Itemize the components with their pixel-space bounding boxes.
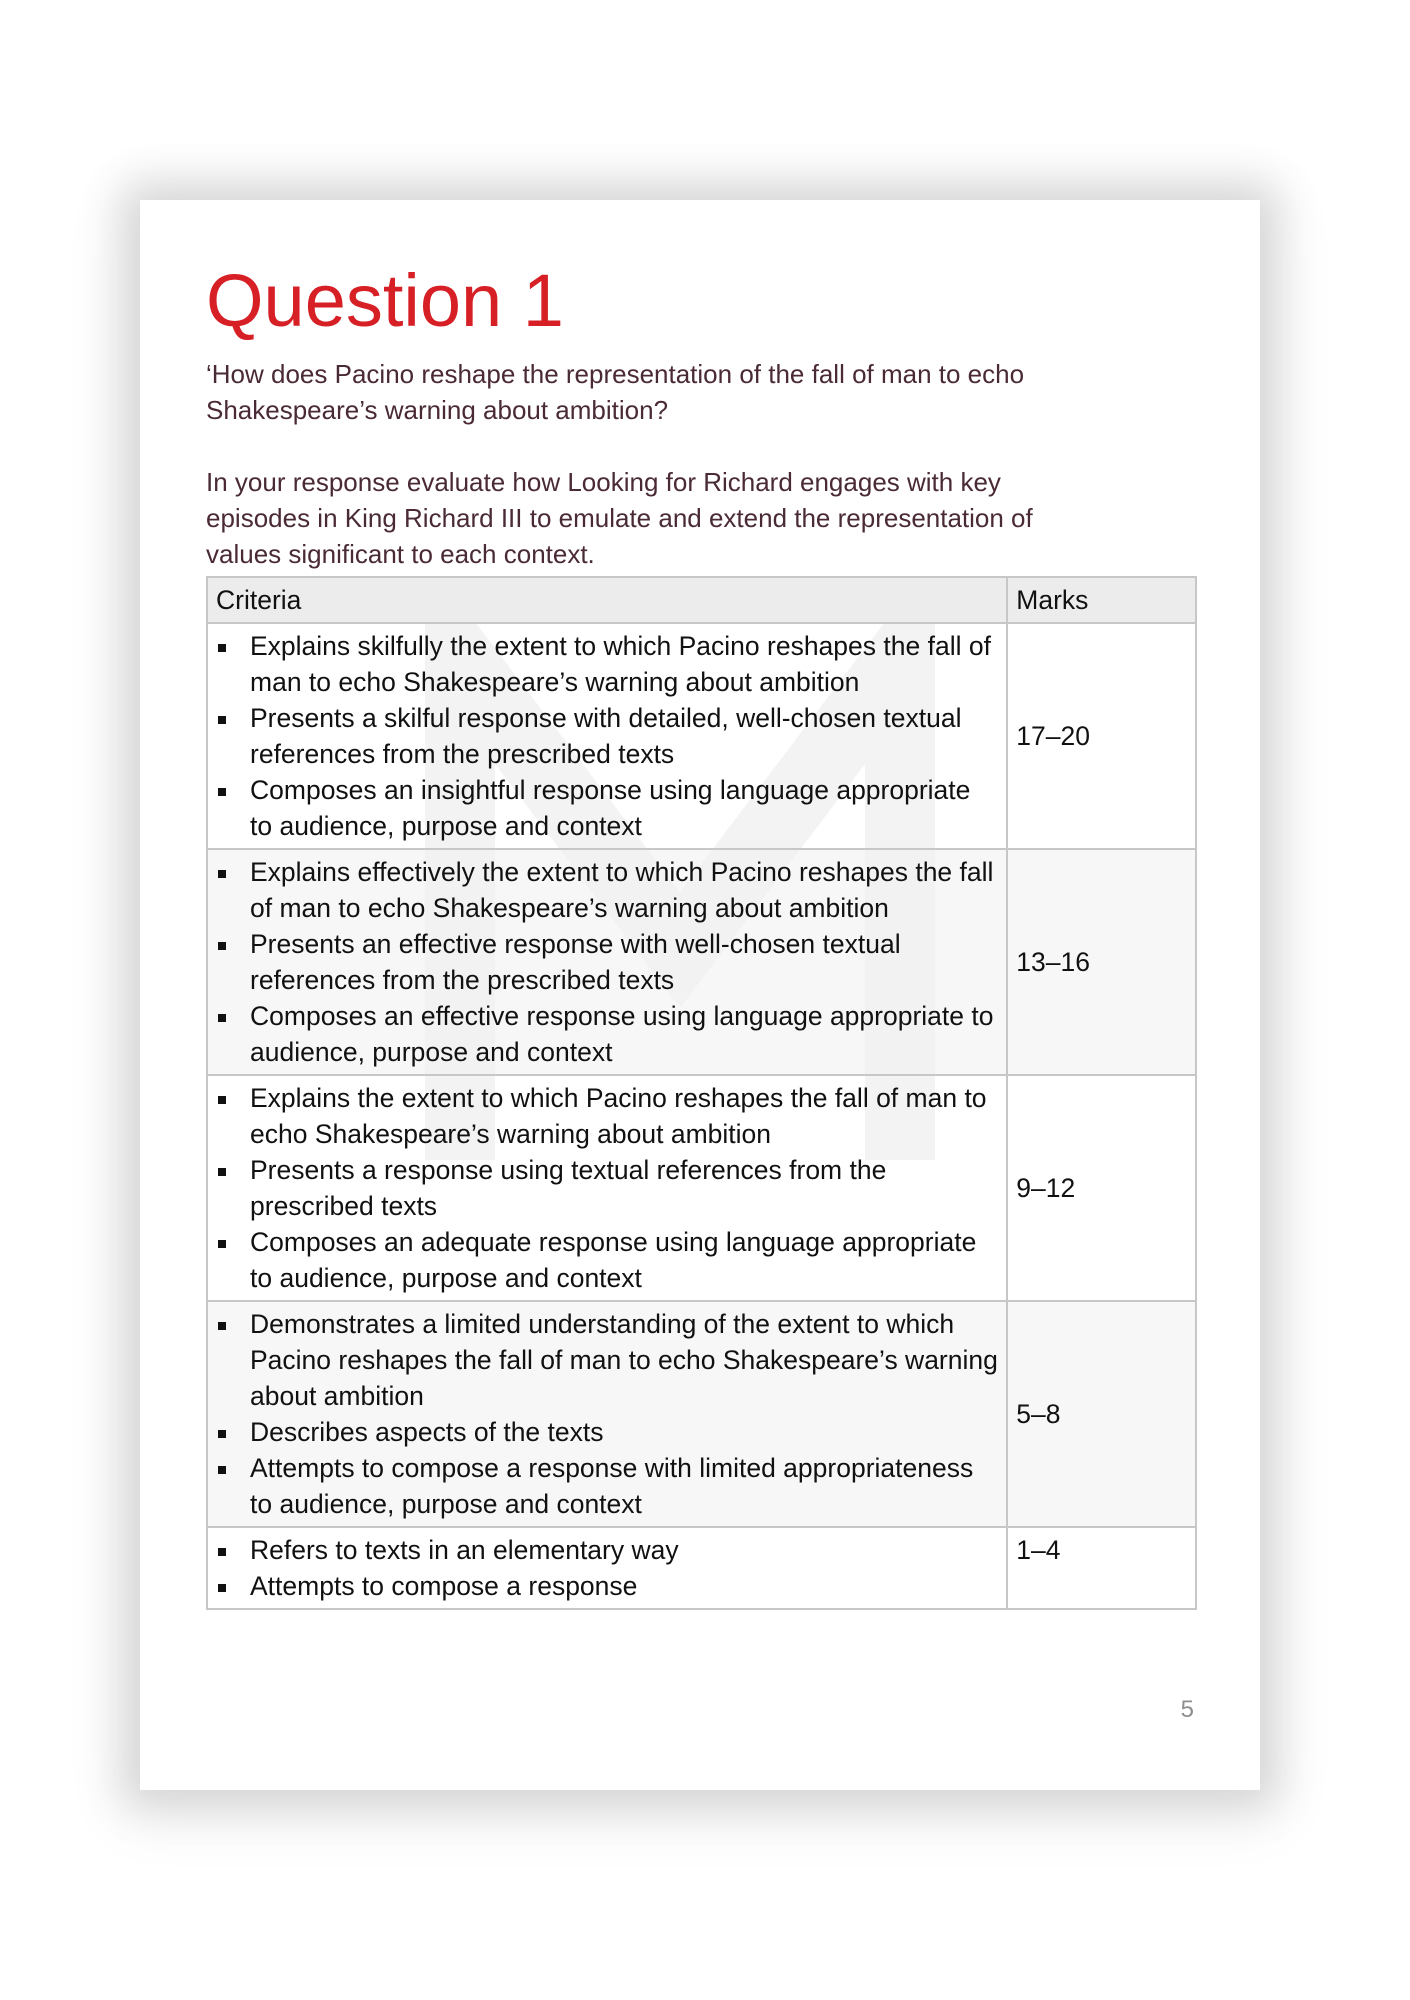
- marks-cell: 1–4: [1007, 1527, 1196, 1609]
- criteria-list: [214, 1080, 998, 1296]
- response-instruction: In your response evaluate how Looking for Richard engages with key episodes in King Richard III to emulate and extend the representation of values significant to each context.: [206, 467, 1033, 569]
- marks-cell: 17–20: [1007, 623, 1196, 849]
- criteria-list: [214, 1532, 998, 1604]
- criterion-item: Refers to texts in an elementary way: [214, 1532, 998, 1568]
- criterion-item: Explains skilfully the extent to which Pacino reshapes the fall of man to echo Shakespeare’s warning about ambition: [214, 628, 998, 700]
- criterion-item: Attempts to compose a response with limited appropriateness to audience, purpose and context: [214, 1450, 998, 1522]
- criteria-cell: [207, 1075, 1007, 1301]
- criterion-item: Demonstrates a limited understanding of the extent to which Pacino reshapes the fall of man to echo Shakespeare’s warning about ambition: [214, 1306, 998, 1414]
- table-header-row: [207, 577, 1196, 623]
- criteria-cell: [207, 849, 1007, 1075]
- criterion-item: Composes an effective response using language appropriate to audience, purpose and context: [214, 998, 998, 1070]
- criteria-column-header: Criteria: [207, 577, 1007, 623]
- marks-column-header: Marks: [1007, 577, 1196, 623]
- marking-criteria-table: [206, 576, 1197, 1610]
- criterion-item: Presents a skilful response with detailed, well-chosen textual references from the prescribed texts: [214, 700, 998, 772]
- table-row: [207, 1527, 1196, 1609]
- table-row: [207, 849, 1196, 1075]
- marks-cell: 5–8: [1007, 1301, 1196, 1527]
- criterion-item: Composes an adequate response using language appropriate to audience, purpose and context: [214, 1224, 998, 1296]
- criterion-item: Describes aspects of the texts: [214, 1414, 998, 1450]
- page-number: 5: [1180, 1696, 1194, 1723]
- marks-cell: 13–16: [1007, 849, 1196, 1075]
- criteria-cell: [207, 623, 1007, 849]
- criterion-item: Presents a response using textual references from the prescribed texts: [214, 1152, 998, 1224]
- criteria-list: [214, 628, 998, 844]
- criterion-item: Explains effectively the extent to which Pacino reshapes the fall of man to echo Shakespeare’s warning about ambition: [214, 854, 998, 926]
- criteria-cell: [207, 1301, 1007, 1527]
- page-content: [206, 258, 1196, 1610]
- marks-cell: 9–12: [1007, 1075, 1196, 1301]
- question-prompt: ‘How does Pacino reshape the representation of the fall of man to echo Shakespeare’s warning about ambition?: [206, 359, 1025, 425]
- criterion-item: Presents an effective response with well-chosen textual references from the prescribed texts: [214, 926, 998, 998]
- criteria-list: [214, 1306, 998, 1522]
- document-page: [140, 200, 1260, 1790]
- table-row: [207, 1301, 1196, 1527]
- criteria-cell: [207, 1527, 1007, 1609]
- table-row: [207, 1075, 1196, 1301]
- criterion-item: Explains the extent to which Pacino reshapes the fall of man to echo Shakespeare’s warning about ambition: [214, 1080, 998, 1152]
- criterion-item: Attempts to compose a response: [214, 1568, 998, 1604]
- table-row: [207, 623, 1196, 849]
- page-title: Question 1: [206, 259, 564, 342]
- criterion-item: Composes an insightful response using language appropriate to audience, purpose and context: [214, 772, 998, 844]
- criteria-list: [214, 854, 998, 1070]
